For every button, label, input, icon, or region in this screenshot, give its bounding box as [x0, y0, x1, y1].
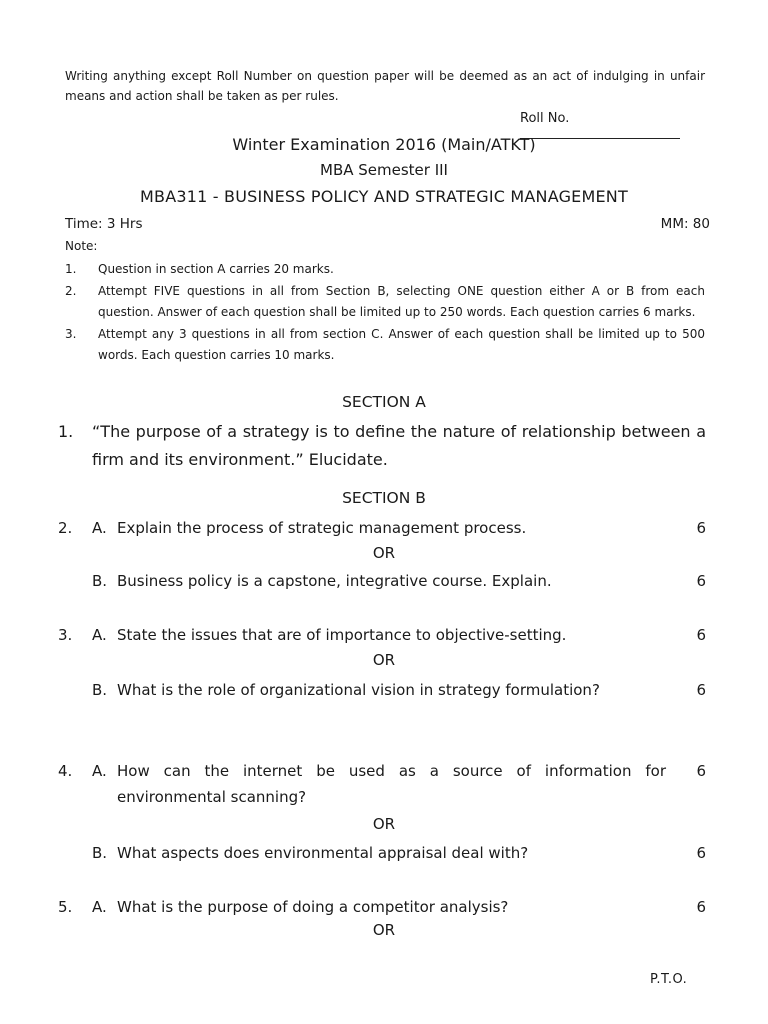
question-2a: [58, 515, 708, 541]
marks: 6: [696, 762, 706, 780]
section-b-heading: SECTION B: [342, 489, 426, 507]
or-separator: OR: [372, 815, 396, 833]
question-text: Explain the process of strategic management process.: [117, 519, 527, 537]
option-letter: A.: [92, 519, 107, 537]
marks: 6: [696, 681, 706, 699]
question-2b: [58, 568, 708, 594]
question-number: 5.: [58, 898, 73, 916]
question-4a: [58, 758, 708, 810]
roll-number-label: Roll No.: [520, 111, 570, 126]
note-text: Attempt FIVE questions in all from Section B, selecting ONE question either A or B from each question. Answer of each question shall be limited up to 250 words. Each question carries 6 marks.: [98, 283, 705, 319]
question-text: What is the role of organizational vision in strategy formulation?: [117, 681, 600, 699]
section-a-heading: SECTION A: [342, 393, 426, 411]
time-allowed: Time: 3 Hrs: [65, 216, 143, 232]
question-4b: [58, 840, 708, 866]
marks: 6: [696, 572, 706, 590]
note-text: Attempt any 3 questions in all from section C. Answer of each question shall be limited up to 500 words. Each question carries 10 marks.: [98, 326, 705, 362]
marks: 6: [696, 519, 706, 537]
marks: 6: [696, 898, 706, 916]
or-separator: OR: [372, 651, 396, 669]
question-text: Business policy is a capstone, integrative course. Explain.: [117, 572, 552, 590]
note-number: 1.: [65, 262, 77, 276]
question-5a: [58, 894, 708, 920]
note-number: 3.: [65, 326, 77, 341]
or-separator: OR: [372, 921, 396, 939]
note-item: [65, 259, 705, 281]
question-number: 2.: [58, 519, 73, 537]
semester-title: MBA Semester III: [320, 161, 448, 179]
exam-title: Winter Examination 2016 (Main/ATKT): [232, 135, 536, 154]
subject-title: MBA311 - BUSINESS POLICY AND STRATEGIC MANAGEMENT: [140, 187, 628, 206]
question-number: 3.: [58, 626, 73, 644]
note-number: 2.: [65, 283, 77, 298]
note-label: Note:: [65, 239, 98, 253]
option-letter: A.: [92, 898, 107, 916]
note-item: [65, 281, 705, 324]
unfair-means-warning: Writing anything except Roll Number on question paper will be deemed as an act of indulging in unfair means and action shall be taken as per rules.: [65, 69, 705, 103]
question-3b: [58, 677, 708, 703]
question-number: 1.: [58, 422, 74, 441]
question-text: State the issues that are of importance to objective-setting.: [117, 626, 567, 644]
question-text: What is the purpose of doing a competitor analysis?: [117, 898, 509, 916]
question-text: “The purpose of a strategy is to define the nature of relationship between a firm and its environment.” Elucidate.: [92, 422, 706, 469]
question-3a: [58, 622, 708, 648]
note-item: [65, 324, 705, 367]
maximum-marks: MM: 80: [660, 216, 710, 232]
option-letter: A.: [92, 626, 107, 644]
option-letter: B.: [92, 572, 108, 590]
exam-meta: [65, 216, 710, 232]
please-turn-over: P.T.O.: [650, 972, 688, 987]
or-separator: OR: [372, 544, 396, 562]
option-letter: B.: [92, 681, 108, 699]
question-number: 4.: [58, 762, 73, 780]
option-letter: A.: [92, 762, 107, 780]
option-letter: B.: [92, 844, 108, 862]
question-text: What aspects does environmental appraisal deal with?: [117, 844, 529, 862]
question-text: How can the internet be used as a source of information for environmental scanning?: [117, 762, 666, 806]
marks: 6: [696, 844, 706, 862]
question-1: [58, 418, 706, 474]
note-text: Question in section A carries 20 marks.: [98, 262, 334, 276]
notes-list: [65, 259, 705, 367]
marks: 6: [696, 626, 706, 644]
